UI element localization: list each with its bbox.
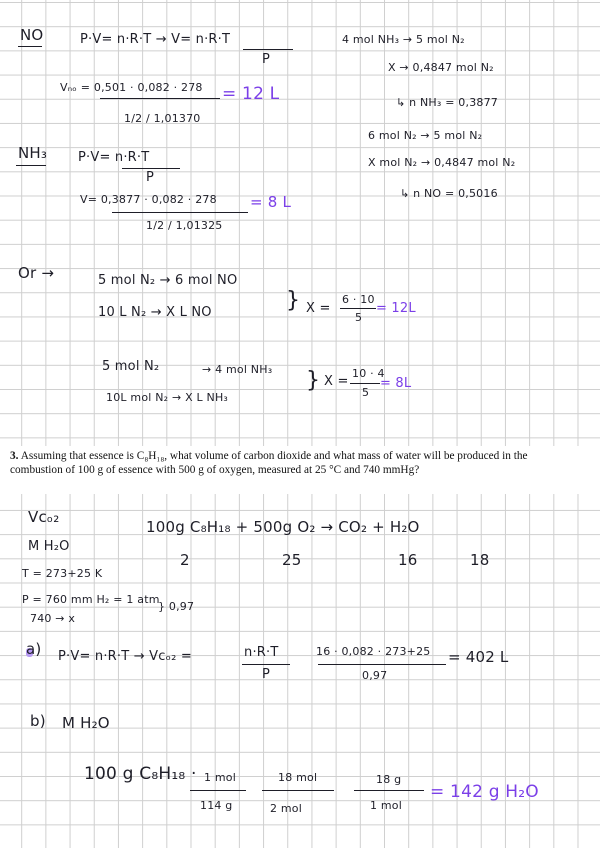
fraction-bar	[242, 664, 290, 665]
x1-eq: X =	[306, 301, 331, 316]
coef-h2o: 18	[470, 551, 490, 569]
vno-denominator: 1/2 / 1,01370	[124, 112, 201, 125]
coef-co2: 16	[398, 551, 418, 569]
part-b-f3-den: 1 mol	[370, 799, 402, 812]
no-label: NO	[20, 26, 44, 44]
fraction-bar	[340, 308, 376, 309]
part-b-f2-num: 18 mol	[278, 771, 318, 784]
var-vco2: Vᴄₒ₂	[28, 508, 60, 526]
vnh3-result: = 8 L	[250, 193, 292, 211]
no-underline	[18, 46, 42, 47]
ratio-line-3: ↳ n NH₃ = 0,3877	[396, 96, 498, 109]
x2-result: = 8L	[380, 376, 412, 391]
brace-icon: }	[286, 288, 300, 313]
vno-numerator: Vₙₒ = 0,501 · 0,082 · 278	[60, 81, 203, 94]
ideal-gas-eq-no-den: P	[262, 52, 271, 67]
fraction-bar	[354, 790, 424, 791]
part-b-f1-num: 1 mol	[204, 771, 236, 784]
alt-line-4: 10L mol N₂ → X L NH₃	[106, 391, 229, 404]
problem-number: 3.	[10, 450, 19, 462]
pressure: P = 760 mm H₂ = 1 atm	[22, 593, 160, 606]
coef-o2: 25	[282, 551, 302, 569]
part-a-result: = 402 L	[448, 648, 509, 666]
x1-numerator: 6 · 10	[342, 293, 375, 306]
ideal-gas-eq-nh3: P·V= n·R·T	[78, 150, 150, 165]
part-a-frac2-den: 0,97	[362, 669, 388, 682]
ideal-gas-eq-nh3-den: P	[146, 170, 155, 185]
ratio-line-1: 4 mol NH₃ → 5 mol N₂	[342, 33, 465, 46]
part-a-frac1-den: P	[262, 667, 271, 682]
vno-result: = 12 L	[222, 84, 280, 104]
temperature: T = 273+25 K	[22, 567, 103, 580]
nh3-underline	[16, 165, 46, 166]
fraction-bar	[243, 49, 293, 50]
part-b-f1-den: 114 g	[200, 799, 233, 812]
fraction-bar	[350, 383, 380, 384]
problem-text: Assuming that essence is C₈H₁₈, what volume of carbon dioxide and what mass of water will be produced in the combustion of 100 g of essence with 500 g of oxygen, measured at 25 °C and 740 mmHg?	[10, 450, 528, 476]
fraction-bar	[122, 168, 180, 169]
alt-line-1: 5 mol N₂ → 6 mol NO	[98, 273, 238, 288]
x2-numerator: 10 · 4	[352, 367, 385, 380]
alt-line-2: 10 L N₂ → X L NO	[98, 305, 212, 320]
combustion-equation: 100g C₈H₁₈ + 500g O₂ → CO₂ + H₂O	[146, 518, 420, 536]
alt-line-3b: → 4 mol NH₃	[202, 363, 273, 376]
alt-line-3: 5 mol N₂	[102, 359, 160, 374]
part-b-label: b)	[30, 712, 46, 730]
vnh3-denominator: 1/2 / 1,01325	[146, 219, 223, 232]
part-b-start: 100 g C₈H₁₈ ·	[84, 764, 197, 784]
problem-statement	[0, 446, 600, 494]
or-label: Or →	[18, 264, 55, 282]
ideal-gas-eq-no: P·V= n·R·T → V= n·R·T	[80, 32, 231, 47]
part-b-f3-num: 18 g	[376, 773, 402, 786]
nh3-label: NH₃	[18, 144, 48, 162]
ratio-line-6: ↳ n NO = 0,5016	[400, 187, 498, 200]
part-b-f2-den: 2 mol	[270, 802, 302, 815]
var-mh2o: M H₂O	[28, 539, 70, 554]
x1-result: = 12L	[376, 301, 416, 316]
part-a-equation: P·V= n·R·T → Vᴄₒ₂ =	[58, 649, 192, 664]
brace-icon: }	[306, 368, 320, 393]
x2-denominator: 5	[362, 386, 370, 399]
x2-eq: X =	[324, 374, 349, 389]
part-a-label: a)	[26, 640, 42, 658]
x1-denominator: 5	[355, 311, 363, 324]
fraction-bar	[190, 790, 246, 791]
ratio-line-4: 6 mol N₂ → 5 mol N₂	[368, 129, 483, 142]
pressure-result: } 0,97	[158, 600, 195, 613]
part-a-frac1-num: n·R·T	[244, 645, 279, 660]
coef-c8h18: 2	[180, 551, 190, 569]
fraction-bar	[318, 664, 446, 665]
part-b-result: = 142 g H₂O	[430, 782, 539, 802]
fraction-bar	[262, 790, 334, 791]
part-b-variable: M H₂O	[62, 714, 110, 732]
fraction-bar	[112, 212, 248, 213]
vnh3-numerator: V= 0,3877 · 0,082 · 278	[80, 193, 217, 206]
ratio-line-2: X → 0,4847 mol N₂	[388, 61, 494, 74]
pressure-ratio: 740 → x	[30, 612, 76, 625]
part-a-frac2-num: 16 · 0,082 · 273+25	[316, 645, 431, 658]
ratio-line-5: X mol N₂ → 0,4847 mol N₂	[368, 156, 516, 169]
fraction-bar	[100, 98, 220, 99]
